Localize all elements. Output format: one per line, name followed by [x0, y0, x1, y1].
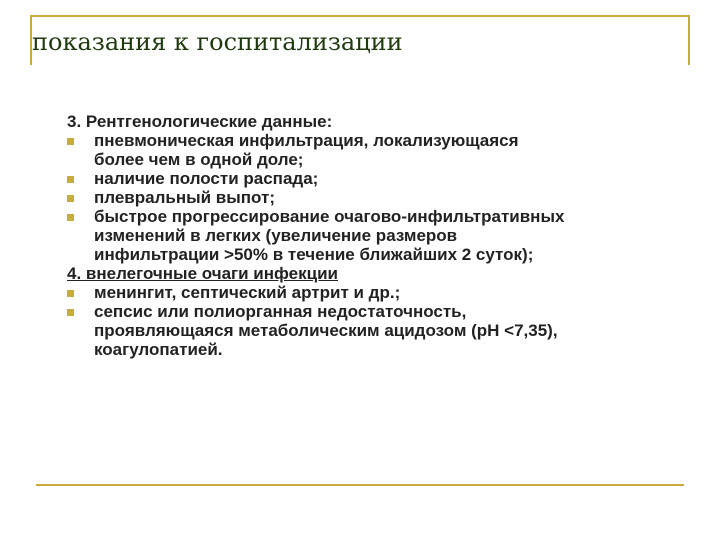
square-bullet-icon — [67, 138, 74, 145]
list-item-line: более чем в одной доле; — [94, 150, 304, 169]
list-item-line: изменений в легких (увеличение размеров — [94, 226, 458, 245]
list-item-line: пневмоническая инфильтрация, локализующаяся — [94, 131, 519, 150]
list-item — [67, 188, 697, 207]
list-item-line: инфильтрации >50% в течение ближайших 2 суток); — [94, 245, 534, 264]
list-item-line: проявляющаяся метаболическим ацидозом (рН <7,35), — [94, 321, 558, 340]
list-item-line: быстрое прогрессирование очагово-инфильтративных — [94, 207, 565, 226]
list-item-line: менингит, септический артрит и др.; — [94, 283, 401, 302]
list-item-line: наличие полости распада; — [94, 169, 319, 188]
title-frame-right-line — [688, 15, 690, 65]
square-bullet-icon — [67, 309, 74, 316]
list-item-line: сепсис или полиорганная недостаточность, — [94, 302, 467, 321]
list-item — [67, 302, 697, 359]
slide-content — [67, 112, 697, 359]
square-bullet-icon — [67, 290, 74, 297]
section-heading-extrapulmonary: 4. внелегочные очаги инфекции — [67, 264, 338, 283]
list-item — [67, 131, 697, 169]
list-item — [67, 169, 697, 188]
section-heading-radiology: 3. Рентгенологические данные: — [67, 112, 333, 131]
square-bullet-icon — [67, 176, 74, 183]
square-bullet-icon — [67, 195, 74, 202]
square-bullet-icon — [67, 214, 74, 221]
list-item-line: плевральный выпот; — [94, 188, 275, 207]
slide-title: показания к госпитализации — [32, 28, 403, 56]
bottom-divider-line — [36, 484, 684, 486]
list-item-line: коагулопатией. — [94, 340, 223, 359]
list-item — [67, 207, 697, 264]
title-frame-top-line — [30, 15, 690, 17]
list-item — [67, 283, 697, 302]
